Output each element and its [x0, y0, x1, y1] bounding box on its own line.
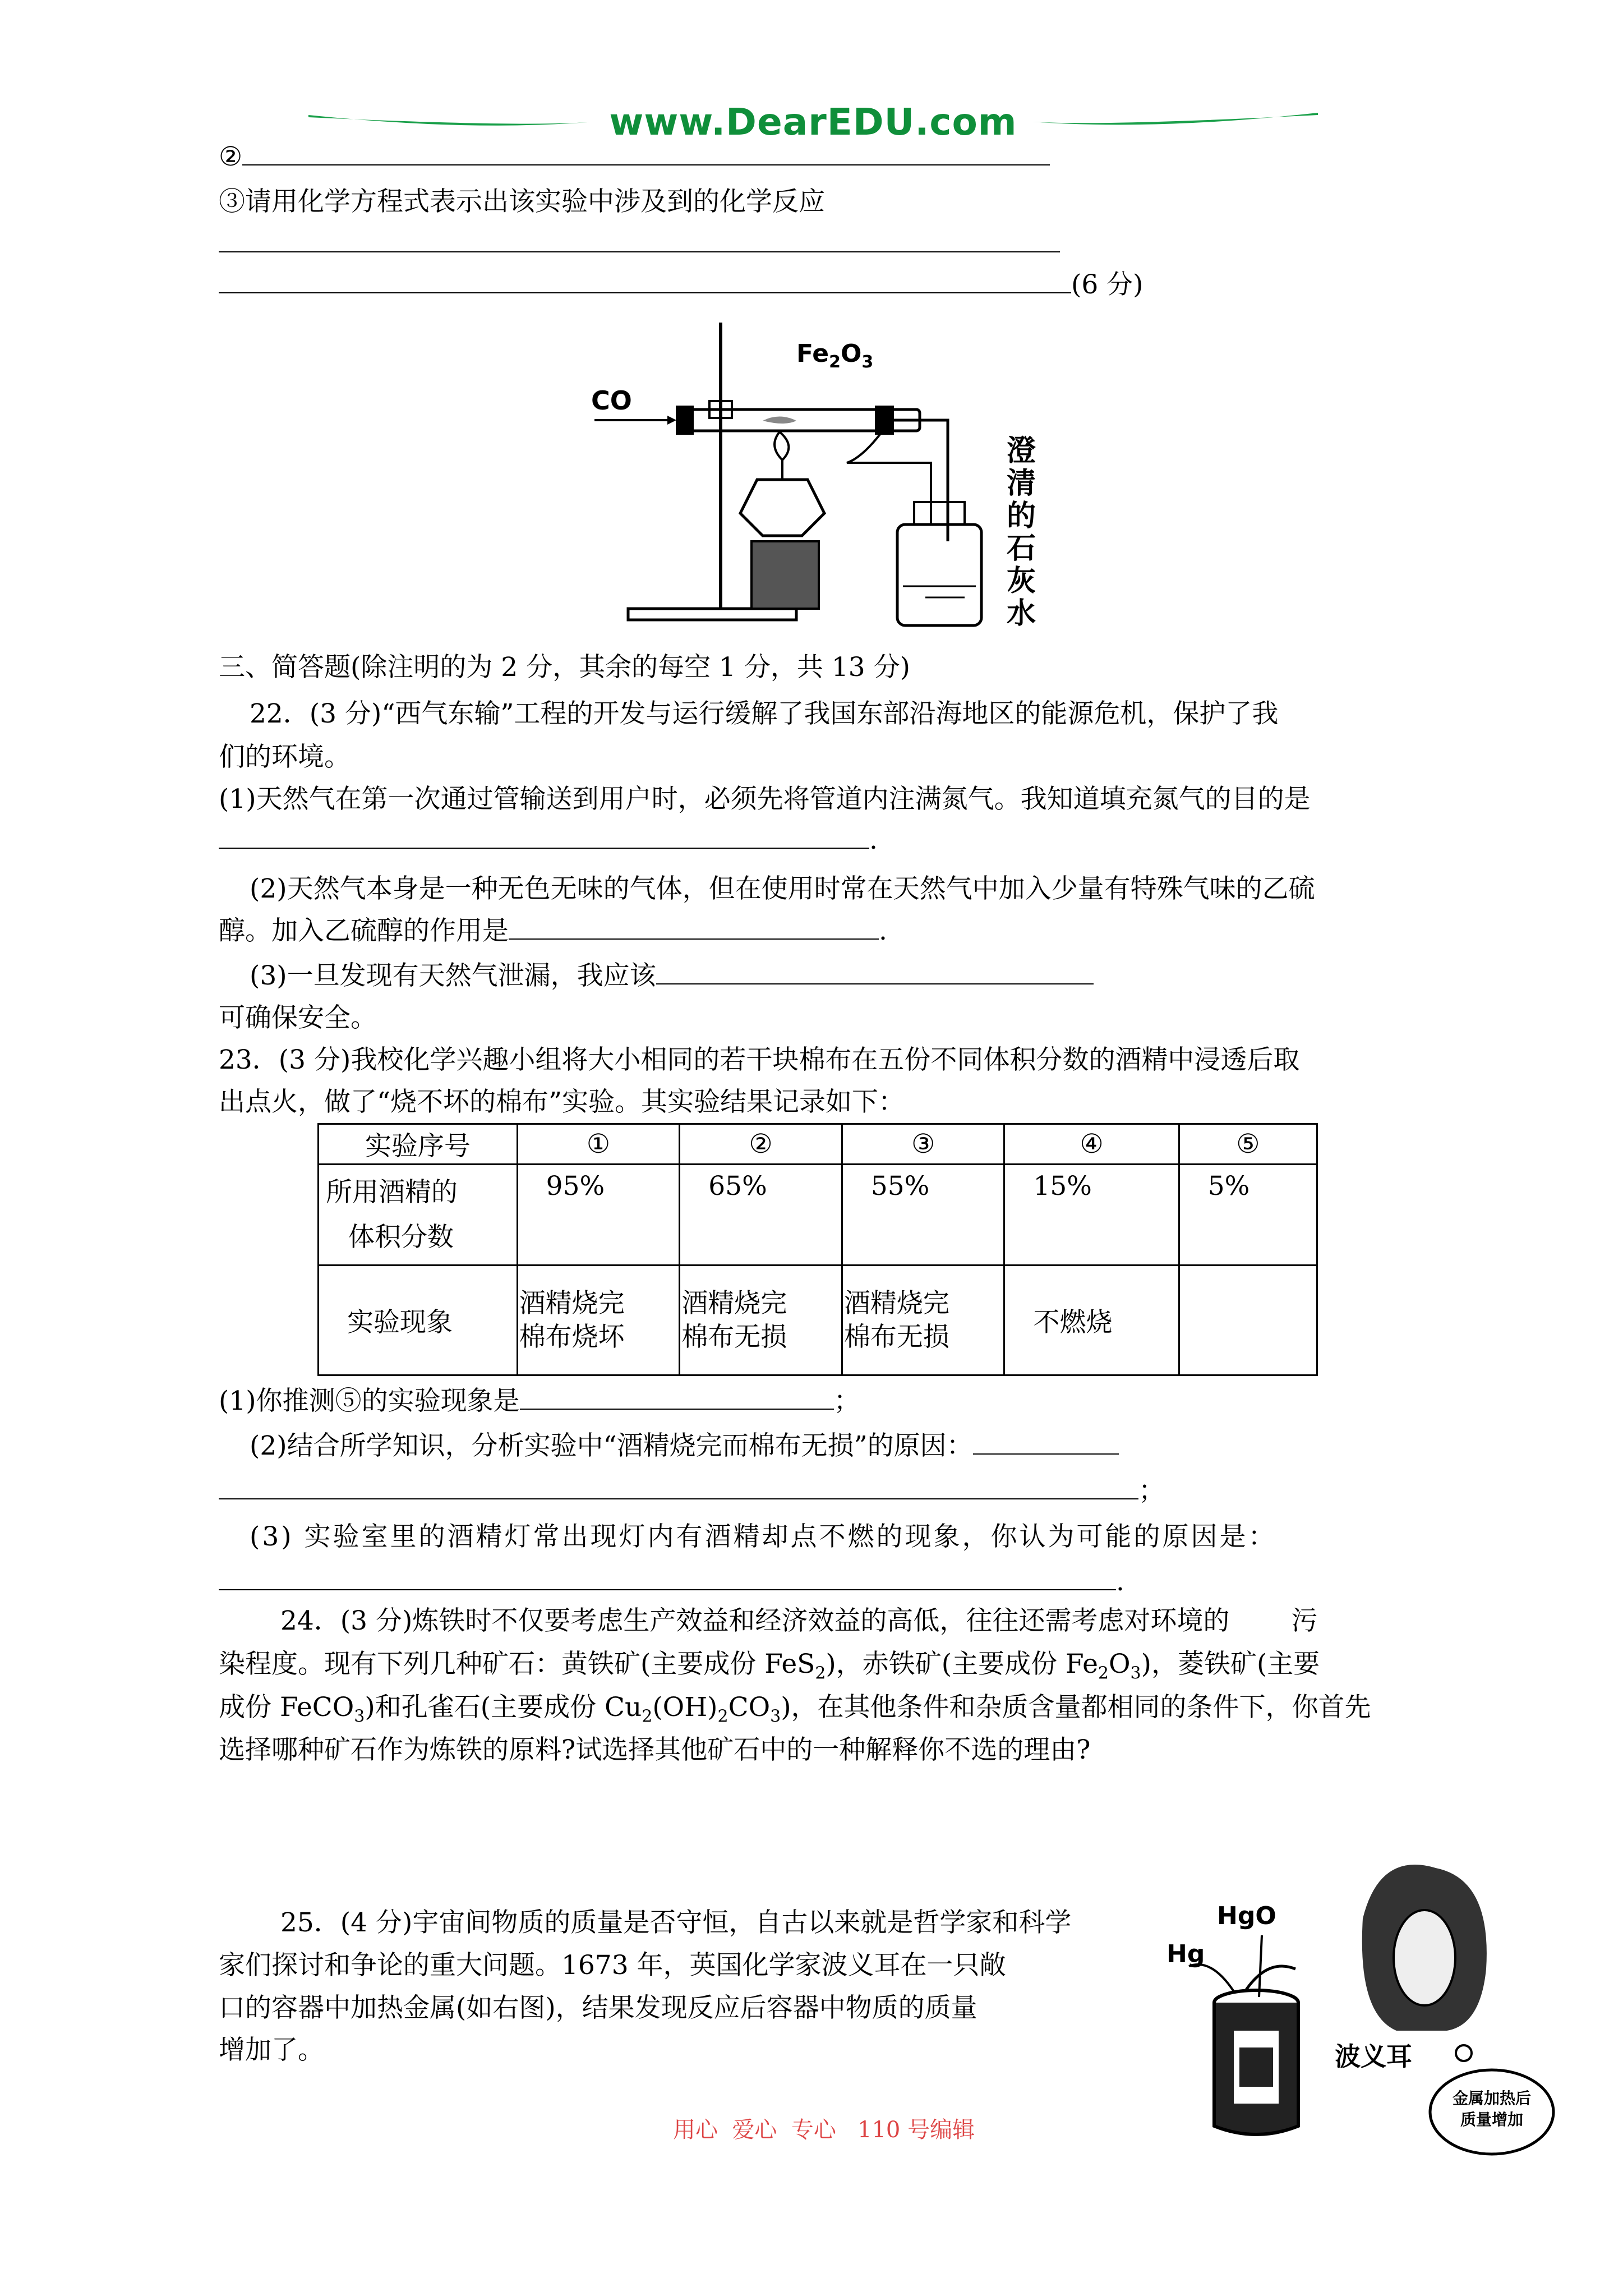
q25-line4: 增加了。	[219, 2035, 324, 2065]
q23-part2-answer-b	[219, 1476, 1138, 1499]
q23-part2: (2)结合所学知识，分析实验中“酒精烧完而棉布无损”的原因：	[250, 1429, 1119, 1463]
q22-line2: 们的环境。	[219, 742, 351, 772]
q24-line4: 选择哪种矿石作为炼铁的原料?试选择其他矿石中的一种解释你不选的理由?	[219, 1734, 1091, 1765]
footer: 用心 爱心 专心 110 号编辑	[673, 2117, 975, 2143]
table-row	[319, 1165, 1317, 1266]
q21-answer-line-2	[219, 268, 1144, 302]
table-cell: 5%	[1179, 1165, 1317, 1266]
q25-line3: 口的容器中加热金属(如右图)，结果发现反应后容器中物质的质量	[219, 1993, 978, 2023]
q22-part2-answer	[509, 916, 879, 940]
bubble-text: 金属加热后 质量增加	[1452, 2089, 1531, 2129]
table-header-row	[319, 1124, 1317, 1165]
table-cell: 55%	[842, 1165, 1004, 1266]
q21-answer-line-1	[219, 251, 1060, 252]
table-cell: ②	[680, 1124, 842, 1165]
q22-part3-answer	[656, 961, 1094, 984]
q23-part3-line: .	[219, 1565, 1124, 1599]
q21-item2-marker: ②	[219, 141, 243, 172]
q23-part1: (1)你推测⑤的实验现象是 ；	[219, 1386, 860, 1416]
experiment-table	[317, 1123, 1318, 1376]
table-cell: 酒精烧完 棉布无损	[680, 1266, 842, 1375]
boyle-label: 波义耳	[1335, 2041, 1412, 2072]
q25-line1: 25．(4 分)宇宙间物质的质量是否守恒，自古以来就是哲学家和科学	[280, 1907, 1072, 1938]
table-cell: ④	[1004, 1124, 1179, 1165]
table-cell: 15%	[1004, 1165, 1179, 1266]
q24-line2: 染程度。现有下列几种矿石：黄铁矿(主要成份 FeS$_2$)，赤铁矿(主要成份 $Fe_2O_3$)，菱铁矿(主要	[219, 1649, 1320, 1683]
q22-part1-answer	[219, 825, 869, 849]
table-row	[319, 1266, 1317, 1375]
q24-line3: 成份 FeCO$_3$)和孔雀石(主要成份 $Cu_2(OH)_2CO_3$)，在其他条件和杂质含量都相同的条件下，你首先	[219, 1692, 1371, 1727]
table-cell: ③	[842, 1124, 1004, 1165]
q21-item2	[219, 140, 1050, 174]
q23-part1-answer	[520, 1386, 834, 1410]
q21-score: (6 分)	[1071, 269, 1144, 300]
q22-part2b: 醇。加入乙硫醇的作用是 .	[219, 915, 887, 946]
q22-part1-blank: .	[219, 823, 878, 857]
fe2o3-label: $Fe_2O_3$	[796, 339, 874, 372]
table-cell: 所用酒精的 体积分数	[319, 1165, 518, 1266]
q23-line1: 23．(3 分)我校化学兴趣小组将大小相同的若干块棉布在五份不同体积分数的酒精中浸透后取	[219, 1045, 1300, 1075]
q22-part3b: 可确保安全。	[219, 1002, 377, 1033]
section3-title: 三、简答题(除注明的为 2 分，其余的每空 1 分，共 13 分)	[219, 652, 910, 683]
header-site-name: www.DearEDU.com	[609, 100, 1017, 144]
table-cell: 95%	[517, 1165, 680, 1266]
table-cell: 不燃烧	[1004, 1266, 1179, 1375]
q23-part2-answer-a	[973, 1431, 1119, 1455]
table-cell	[1179, 1266, 1317, 1375]
q21-item2-blank	[242, 142, 1050, 165]
q22-part3: (3)一旦发现有天然气泄漏，我应该	[250, 959, 1094, 993]
table-cell: ⑤	[1179, 1124, 1317, 1165]
hgo-label: HgO	[1217, 1902, 1276, 1930]
q25-line2: 家们探讨和争论的重大问题。1673 年，英国化学家波义耳在一只敞	[219, 1950, 1006, 1981]
q23-part3-answer	[219, 1567, 1116, 1590]
q22-part2a: (2)天然气本身是一种无色无味的气体，但在使用时常在天然气中加入少量有特殊气味的乙硫	[250, 873, 1315, 904]
q24-line1: 24．(3 分)炼铁时不仅要考虑生产效益和经济效益的高低，往往还需考虑对环境的 污	[280, 1605, 1318, 1636]
table-cell: ①	[517, 1124, 680, 1165]
hg-label: Hg	[1166, 1940, 1205, 1968]
q23-part2-line: ；	[219, 1474, 1165, 1508]
table-cell: 实验序号	[319, 1124, 518, 1165]
limewater-label: 澄清的石灰水	[1007, 434, 1036, 631]
table-cell: 酒精烧完 棉布烧坏	[517, 1266, 680, 1375]
table-cell: 实验现象	[319, 1266, 518, 1375]
q23-part3: (3) 实验室里的酒精灯常出现灯内有酒精却点不燃的现象，你认为可能的原因是：	[250, 1521, 1277, 1552]
table-cell: 65%	[680, 1165, 842, 1266]
q23-line2: 出点火，做了“烧不坏的棉布”实验。其实验结果记录如下：	[219, 1087, 905, 1117]
co-label: CO	[591, 385, 632, 416]
q22-part1: (1)天然气在第一次通过管输送到用户时，必须先将管道内注满氮气。我知道填充氮气的目的是	[219, 784, 1311, 815]
q21-item3: ③请用化学方程式表示出该实验中涉及到的化学反应	[219, 186, 825, 217]
table-cell: 酒精烧完 棉布无损	[842, 1266, 1004, 1375]
q22-line1: 22．(3 分)“西气东输”工程的开发与运行缓解了我国东部沿海地区的能源危机，保护了我	[250, 698, 1279, 729]
q21-answer-blank	[219, 270, 1071, 293]
boyle-experiment-figure	[1155, 1846, 1559, 2160]
co-reduction-apparatus-diagram	[583, 317, 1066, 631]
